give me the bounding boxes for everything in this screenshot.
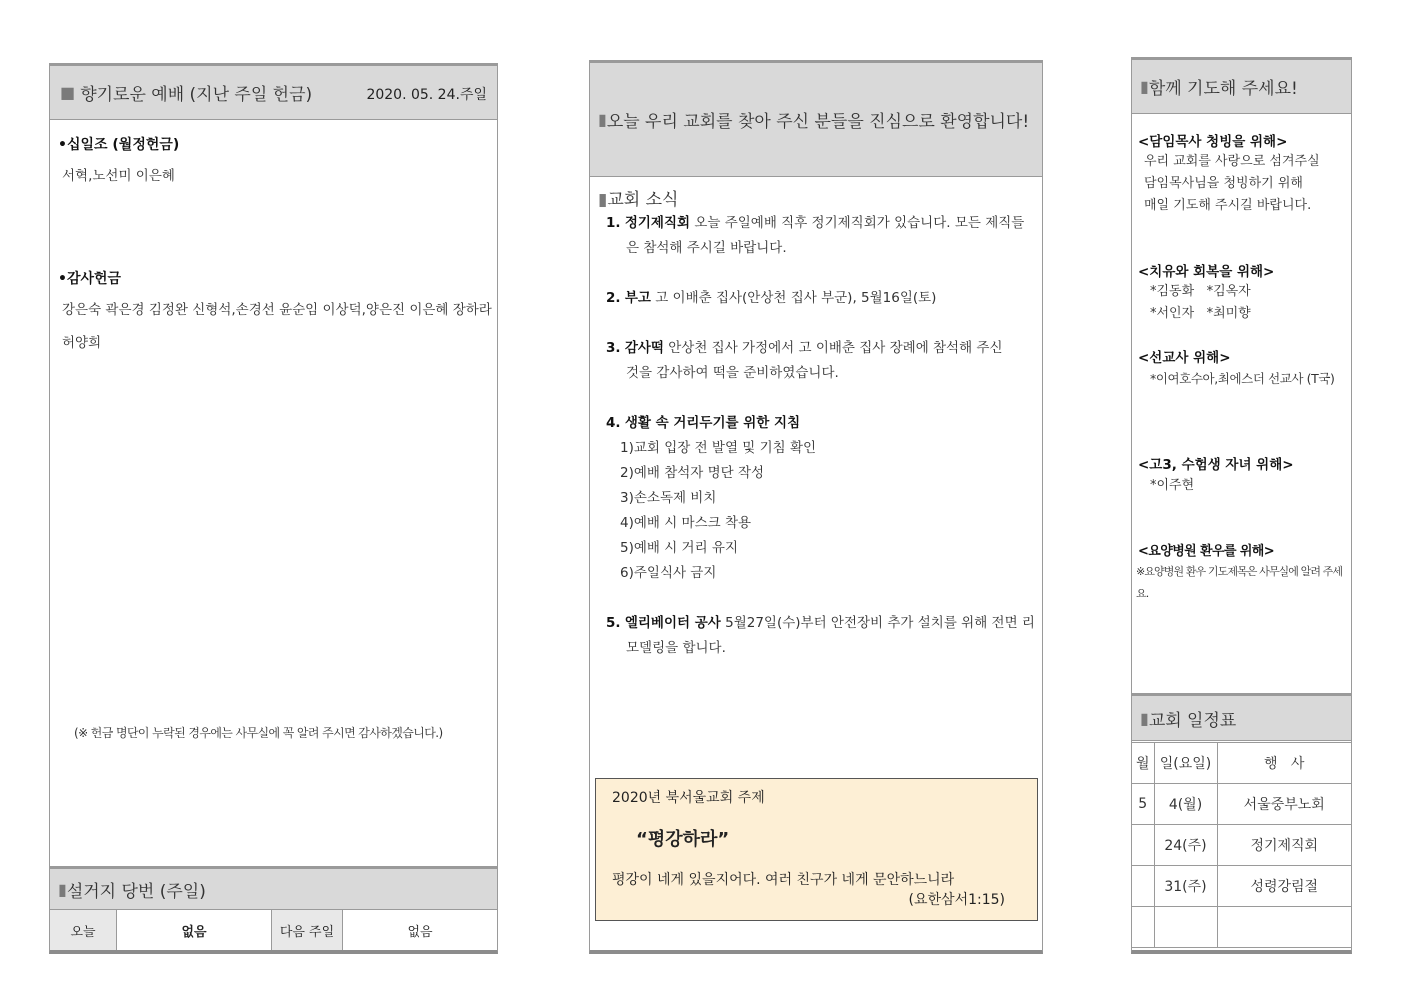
dish-duty-header: [50, 866, 497, 910]
prayer-topic-title: <치유와 회복을 위해>: [1138, 264, 1275, 280]
news-item: 3. 감사떡 안상천 집사 가정에서 고 이배춘 집사 장례에 참석해 주신 것을 감사하여 떡을 준비하였습니다.: [606, 340, 1003, 381]
square-bullet-icon: ▮: [598, 110, 607, 129]
table-cell: [1217, 907, 1351, 948]
table-row: [1132, 866, 1351, 907]
offering-note: (※ 헌금 명단이 누락된 경우에는 사무실에 꼭 알려 주시면 감사하겠습니다.): [74, 726, 443, 740]
prayer-topic-title: <고3, 수험생 자녀 위해>: [1138, 457, 1294, 473]
guideline-item: 5)예배 시 거리 유지: [620, 540, 739, 556]
column-header: 행 사: [1217, 743, 1351, 784]
thanks-names-line2: 허양희: [62, 335, 102, 351]
news-title: ▮교회 소식: [598, 190, 679, 210]
table-header-row: [1132, 743, 1351, 784]
thanks-title: •감사헌금: [58, 271, 122, 287]
tithe-title: •십일조 (월정헌금): [58, 137, 180, 153]
theme-motto: “평강하라”: [636, 829, 730, 850]
prayer-topic-text: *이여호수아,최에스더 선교사 (T국): [1150, 371, 1335, 386]
square-bullet-icon: ▮: [1140, 708, 1149, 728]
square-bullet-icon: ▮: [58, 879, 67, 899]
table-cell: 4(월): [1154, 784, 1217, 825]
table-row: [1132, 784, 1351, 825]
table-cell: 24(주): [1154, 825, 1217, 866]
table-cell: 서울중부노회: [1217, 784, 1351, 825]
table-cell: [1154, 907, 1217, 948]
news-panel: [589, 60, 1043, 954]
theme-verse-reference: (요한삼서1:15): [908, 892, 1005, 908]
prayer-topic-title: <선교사 위해>: [1138, 350, 1231, 366]
guideline-item: 6)주일식사 금지: [620, 565, 717, 581]
today-value: 없음: [117, 910, 272, 950]
guideline-item: 4)예배 시 마스크 착용: [620, 515, 752, 531]
prayer-title: 함께 기도해 주세요!: [1148, 79, 1298, 99]
prayer-topic-title: <요양병원 환우를 위해>: [1138, 544, 1275, 559]
prayer-topic-text: 우리 교회를 사랑으로 섬겨주실 담임목사님을 청빙하기 위해 매일 기도해 주시길 바랍니다.: [1144, 154, 1320, 213]
today-label: 오늘: [50, 910, 117, 950]
table-row: [1132, 907, 1351, 948]
square-bullet-icon: ■: [60, 83, 81, 102]
next-week-value: 없음: [407, 924, 433, 940]
offering-title: 향기로운 예배 (지난 주일 헌금): [80, 85, 313, 105]
welcome-header: [590, 63, 1042, 177]
square-bullet-icon: ▮: [598, 190, 608, 210]
prayer-header: [1132, 60, 1351, 114]
welcome-text: 오늘 우리 교회를 찾아 주신 분들을 진심으로 환영합니다!: [606, 112, 1030, 132]
guideline-item: 1)교회 입장 전 발열 및 기침 확인: [620, 440, 817, 456]
next-week-label: 다음 주일: [272, 910, 343, 950]
table-cell: [1132, 866, 1154, 907]
table-cell: 성령강림절: [1217, 866, 1351, 907]
guideline-item: 2)예배 참석자 명단 작성: [620, 465, 765, 481]
theme-verse: 평강이 네게 있을지어다. 여러 친구가 네게 문안하느니라: [612, 872, 955, 888]
dish-duty-row: [50, 910, 497, 950]
prayer-topic-text: ※요양병원 환우 기도제목은 사무실에 알려 주세요.: [1136, 565, 1343, 600]
news-item: 4. 생활 속 거리두기를 위한 지침 1)교회 입장 전 발열 및 기침 확인 2)예배 참석자 명단 작성 3)손소독제 비치 4)예배 시 마스크 착용 5)예배 시 거리 유지 6)주일식사 금지: [606, 411, 1038, 586]
thanks-names-line1: 강은숙 곽은경 김정완 신형석,손경선 윤순임 이상덕,양은진 이은혜 장하라: [62, 302, 492, 318]
table-cell: [1132, 907, 1154, 948]
prayer-topic-text: *김동화 *김옥자 *서인자 *최미향: [1150, 284, 1251, 321]
offering-date: 2020. 05. 24.주일: [366, 87, 487, 103]
table-cell: 31(주): [1154, 866, 1217, 907]
table-cell: 정기제직회: [1217, 825, 1351, 866]
prayer-topic-text: *이주현: [1150, 478, 1195, 493]
theme-title: 2020년 북서울교회 주제: [612, 790, 765, 806]
offering-panel: [49, 63, 498, 954]
tithe-names: 서혁,노선미 이은혜: [62, 168, 175, 184]
news-item: 5. 엘리베이터 공사 5월27일(수)부터 안전장비 추가 설치를 위해 전면 리 모델링을 합니다.: [606, 615, 1035, 656]
news-item: 2. 부고 고 이배춘 집사(안상천 집사 부군), 5월16일(토): [606, 290, 937, 306]
table-cell: [1132, 825, 1154, 866]
table-cell: 5: [1132, 784, 1154, 825]
prayer-panel: [1131, 57, 1352, 954]
schedule-title: 교회 일정표: [1148, 710, 1237, 731]
offering-header: [50, 66, 497, 120]
annual-theme-box: [595, 778, 1038, 921]
guideline-item: 3)손소독제 비치: [620, 490, 717, 506]
news-list: [606, 211, 1038, 661]
dish-duty-title: 설거지 당번 (주일): [66, 881, 206, 902]
prayer-topic-title: <담임목사 청빙을 위해>: [1138, 134, 1288, 150]
table-row: [1132, 825, 1351, 866]
schedule-table: [1132, 742, 1351, 948]
news-item: 1. 정기제직회 오늘 주일예배 직후 정기제직회가 있습니다. 모든 제직들 은 참석해 주시길 바랍니다.: [606, 215, 1025, 256]
square-bullet-icon: ▮: [1140, 77, 1149, 96]
column-header: 월: [1132, 743, 1154, 784]
schedule-header: [1132, 693, 1351, 741]
column-header: 일(요일): [1154, 743, 1217, 784]
